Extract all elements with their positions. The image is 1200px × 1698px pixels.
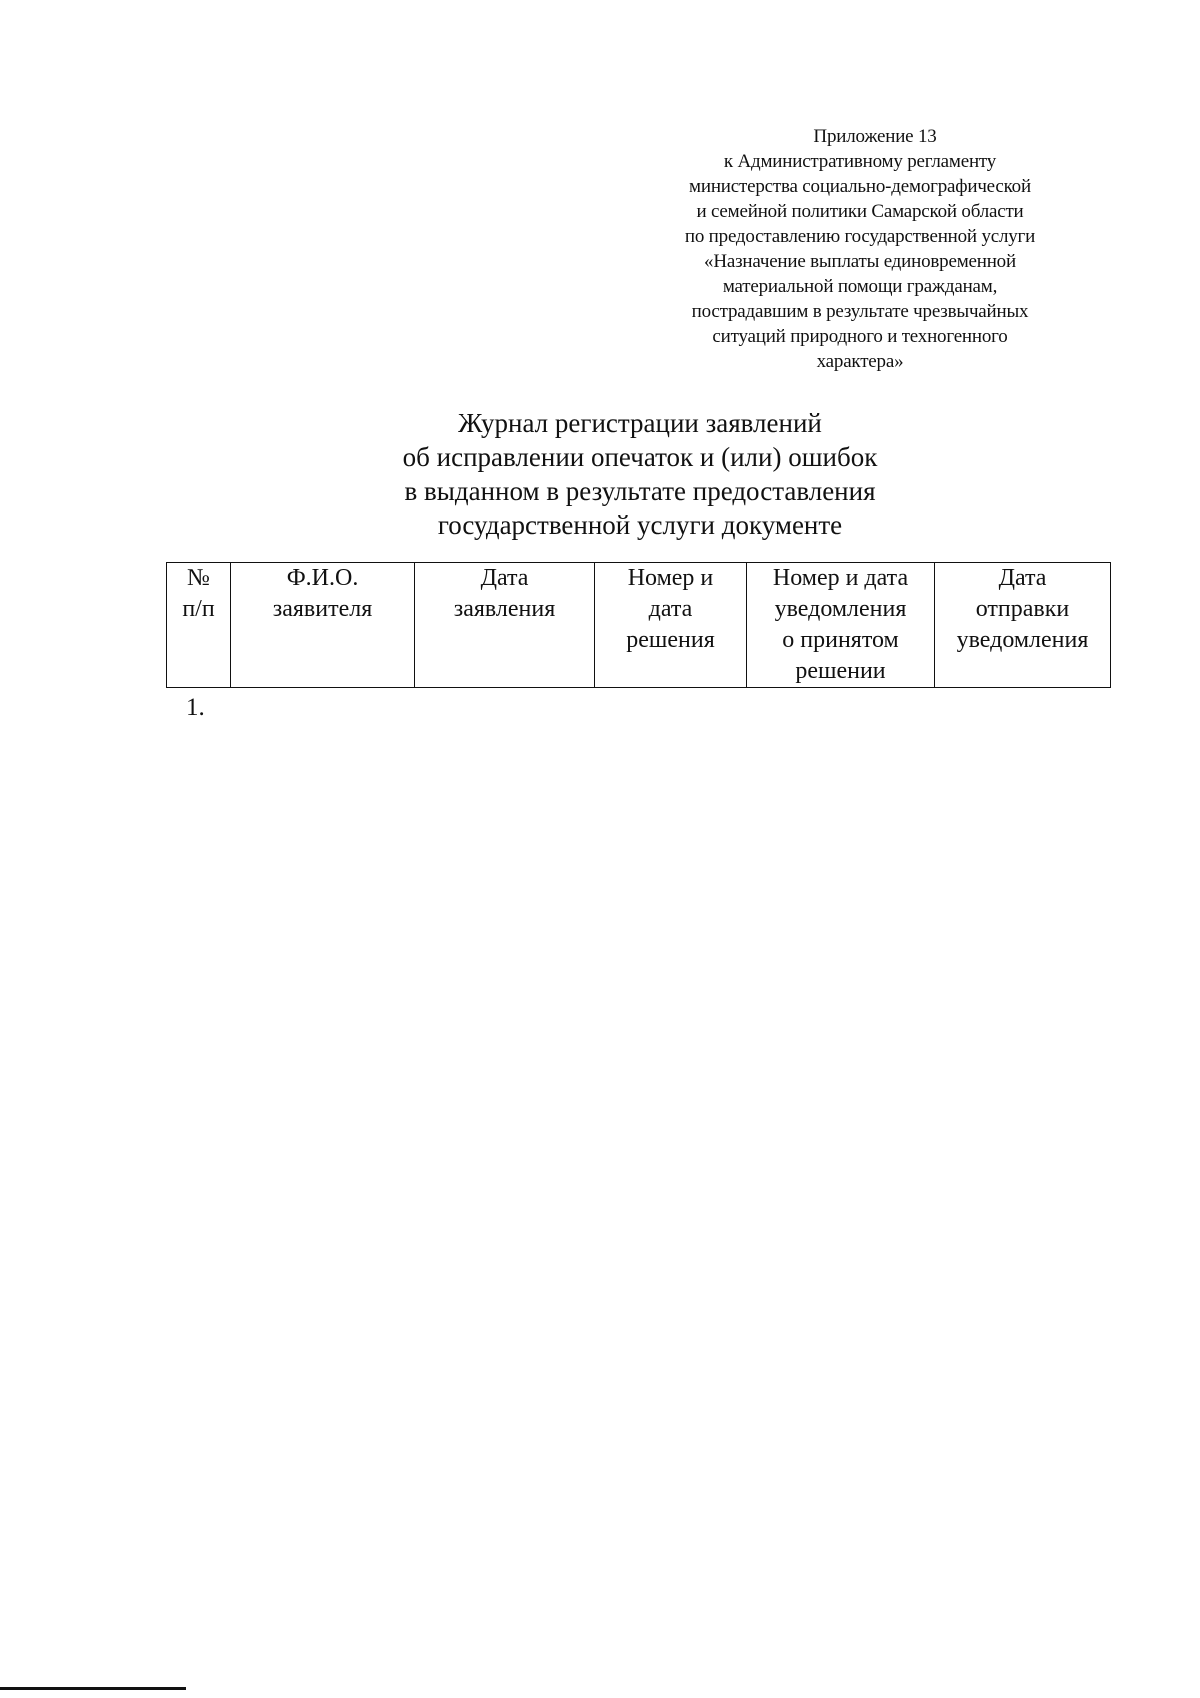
- footnote-rule: [0, 1687, 186, 1690]
- appendix-line: пострадавшим в результате чрезвычайных: [691, 301, 1029, 322]
- header-line: заявителя: [272, 596, 373, 622]
- appendix-number: Приложение 13: [813, 126, 937, 147]
- appendix-line: министерства социально-демографической: [689, 176, 1031, 197]
- header-line: п/п: [182, 596, 215, 622]
- header-line: решении: [795, 658, 886, 684]
- header-line: Номер и: [627, 565, 714, 591]
- document-title: [310, 406, 970, 542]
- header-line: уведомления: [956, 627, 1089, 653]
- title-line: государственной услуги документе: [437, 510, 843, 540]
- appendix-line: материальной помощи гражданам,: [722, 276, 998, 297]
- column-header-application-date: [415, 563, 595, 688]
- appendix-line: характера»: [816, 351, 904, 372]
- journal-table: [166, 562, 1111, 688]
- column-header-decision: [595, 563, 747, 688]
- header-line: заявления: [453, 596, 556, 622]
- header-line: Дата: [480, 565, 529, 591]
- header-line: решения: [626, 627, 715, 653]
- appendix-line: и семейной политики Самарской области: [696, 201, 1024, 222]
- column-header-number: [167, 563, 231, 688]
- header-line: Дата: [998, 565, 1047, 591]
- header-line: о принятом: [782, 627, 899, 653]
- appendix-line: «Назначение выплаты единовременной: [704, 251, 1016, 272]
- appendix-line: ситуаций природного и техногенного: [712, 326, 1008, 347]
- header-line: уведомления: [774, 596, 907, 622]
- appendix-line: к Административному регламенту: [723, 151, 997, 172]
- header-line: №: [187, 565, 210, 591]
- appendix-line: по предоставлению государственной услуги: [684, 226, 1036, 247]
- column-header-sending-date: [935, 563, 1111, 688]
- header-line: дата: [648, 596, 693, 622]
- header-line: отправки: [975, 596, 1070, 622]
- table-row-number: 1.: [186, 694, 205, 721]
- title-line: Журнал регистрации заявлений: [458, 408, 822, 438]
- column-header-notification: [747, 563, 935, 688]
- header-line: Номер и дата: [772, 565, 909, 591]
- title-line: об исправлении опечаток и (или) ошибок: [402, 442, 878, 472]
- table-header-row: [167, 563, 1111, 688]
- title-line: в выданном в результате предоставления: [404, 476, 876, 506]
- header-line: Ф.И.О.: [286, 565, 359, 591]
- appendix-header: [630, 124, 1090, 374]
- column-header-applicant-name: [231, 563, 415, 688]
